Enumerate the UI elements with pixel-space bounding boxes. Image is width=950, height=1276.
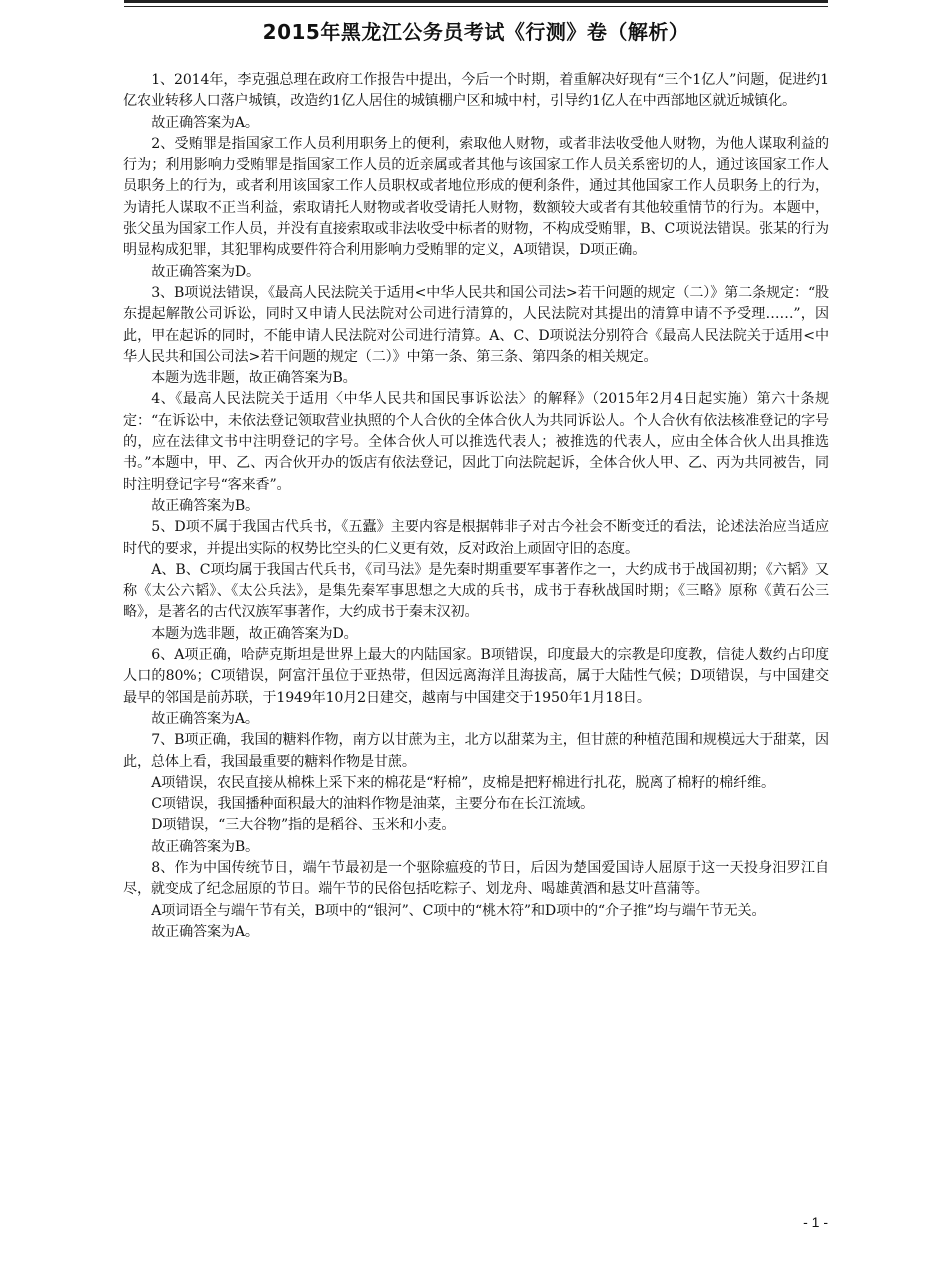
paragraph: C项错误，我国播种面积最大的油料作物是油菜，主要分布在长江流域。 (151, 796, 595, 813)
paragraph: 故正确答案为A。 (151, 923, 259, 940)
paragraph: 4、《最高人民法院关于适用〈中华人民共和国民事诉讼法〉的解释》（2015年2月4日起实施）第六十条规定：“在诉讼中，未依法登记领取营业执照的个人合伙的全体合伙人为共同诉讼人。个人合伙有依法核准登记的字号的，应在法律文书中注明登记的字号。全体合伙人可以推选代表人；被推选的代表人，应由全体合伙人出具推选书。”本题中，甲、乙、丙合伙开办的饭店有依法登记，因此丁向法院起诉，全体合伙人甲、乙、丙为共同被告，同时注明登记字号“客来香”。 (123, 391, 829, 493)
document-body (123, 70, 829, 943)
paragraph: A项错误，农民直接从棉株上采下来的棉花是“籽棉”，皮棉是把籽棉进行扎花，脱离了棉籽的棉纤维。 (151, 774, 775, 791)
paragraph: 6、A项正确，哈萨克斯坦是世界上最大的内陆国家。B项错误，印度最大的宗教是印度教，信徒人数约占印度人口的80%；C项错误，阿富汗虽位于亚热带，但因远离海洋且海拔高，属于大陆性气候；D项错误，与中国建交最早的邻国是前苏联，于1949年10月2日建交，越南与中国建交于1950年1月18日。 (123, 647, 829, 706)
paragraph: 1、2014年，李克强总理在政府工作报告中提出，今后一个时期，着重解决好现有“三个1亿人”问题，促进约1亿农业转移人口落户城镇，改造约1亿人居住的城镇棚户区和城中村，引导约1亿人在中西部地区就近城镇化。 (123, 72, 829, 110)
header-rule-thick (124, 0, 828, 3)
paragraph: 3、B项说法错误，《最高人民法院关于适用<中华人民共和国公司法>若干问题的规定（二）》第二条规定：“股东提起解散公司诉讼，同时又申请人民法院对公司进行清算的，人民法院对其提出的清算申请不予受理……”，因此，甲在起诉的同时，不能申请人民法院对公司进行清算。A、C、D项说法分别符合《最高人民法院关于适用<中华人民共和国公司法>若干问题的规定（二）》中第一条、第三条、第四条的相关规定。 (123, 284, 829, 365)
paragraph: 5、D项不属于我国古代兵书，《五蠹》主要内容是根据韩非子对古今社会不断变迁的看法，论述法治应当适应时代的要求，并提出实际的权势比空头的仁义更有效，反对政治上顽固守旧的态度。 (123, 519, 829, 557)
paragraph: 故正确答案为D。 (151, 263, 260, 280)
paragraph: 8、作为中国传统节日，端午节最初是一个驱除瘟疫的节日，后因为楚国爱国诗人屈原于这一天投身汨罗江自尽，就变成了纪念屈原的节日。端午节的民俗包括吃粽子、划龙舟、喝雄黄酒和悬艾叶菖蒲等。 (123, 859, 829, 898)
paragraph: 故正确答案为A。 (151, 710, 259, 727)
paragraph: 2、受贿罪是指国家工作人员利用职务上的便利，索取他人财物，或者非法收受他人财物，为他人谋取利益的行为；利用影响力受贿罪是指国家工作人员的近亲属或者其他与该国家工作人员关系密切的人，通过该国家工作人员职务上的行为，或者利用该国家工作人员职权或者地位形成的便利条件，通过其他国家工作人员职务上的行为，为请托人谋取不正当利益，索取请托人财物或者收受请托人财物，数额较大或者有其他较重情节的行为。本题中，张父虽为国家工作人员，并没有直接索取或非法收受中标者的财物，不构成受贿罪，B、C项说法错误。张某的行为明显构成犯罪，其犯罪构成要件符合利用影响力受贿罪的定义，A项错误，D项正确。 (123, 135, 829, 259)
paragraph: A、B、C项均属于我国古代兵书，《司马法》是先秦时期重要军事著作之一，大约成书于战国初期；《六韬》又称《太公六韬》、《太公兵法》，是集先秦军事思想之大成的兵书，成书于春秋战国时期；《三略》原称《黄石公三略》，是著名的古代汉族军事著作，大约成书于秦末汉初。 (123, 561, 829, 621)
paragraph: 本题为选非题，故正确答案为D。 (151, 625, 358, 642)
header-rule-thin (124, 6, 828, 7)
paragraph: 7、B项正确，我国的糖料作物，南方以甘蔗为主，北方以甜菜为主，但甘蔗的种植范围和规模远大于甜菜，因此，总体上看，我国最重要的糖料作物是甘蔗。 (123, 732, 829, 770)
paragraph: D项错误，“三大谷物”指的是稻谷、玉米和小麦。 (151, 817, 456, 834)
paragraph: 故正确答案为A。 (151, 114, 259, 131)
paragraph: 本题为选非题，故正确答案为B。 (151, 370, 357, 387)
page-number: - 1 - (803, 1214, 828, 1230)
paragraph: 故正确答案为B。 (151, 838, 260, 855)
document-title: 2015年黑龙江公务员考试《行测》卷（解析） (262, 20, 690, 44)
paragraph: A项词语全与端午节有关，B项中的“银河”、C项中的“桃木符”和D项中的“介子推”均与端午节无关。 (151, 902, 766, 919)
paragraph: 故正确答案为B。 (151, 497, 260, 514)
